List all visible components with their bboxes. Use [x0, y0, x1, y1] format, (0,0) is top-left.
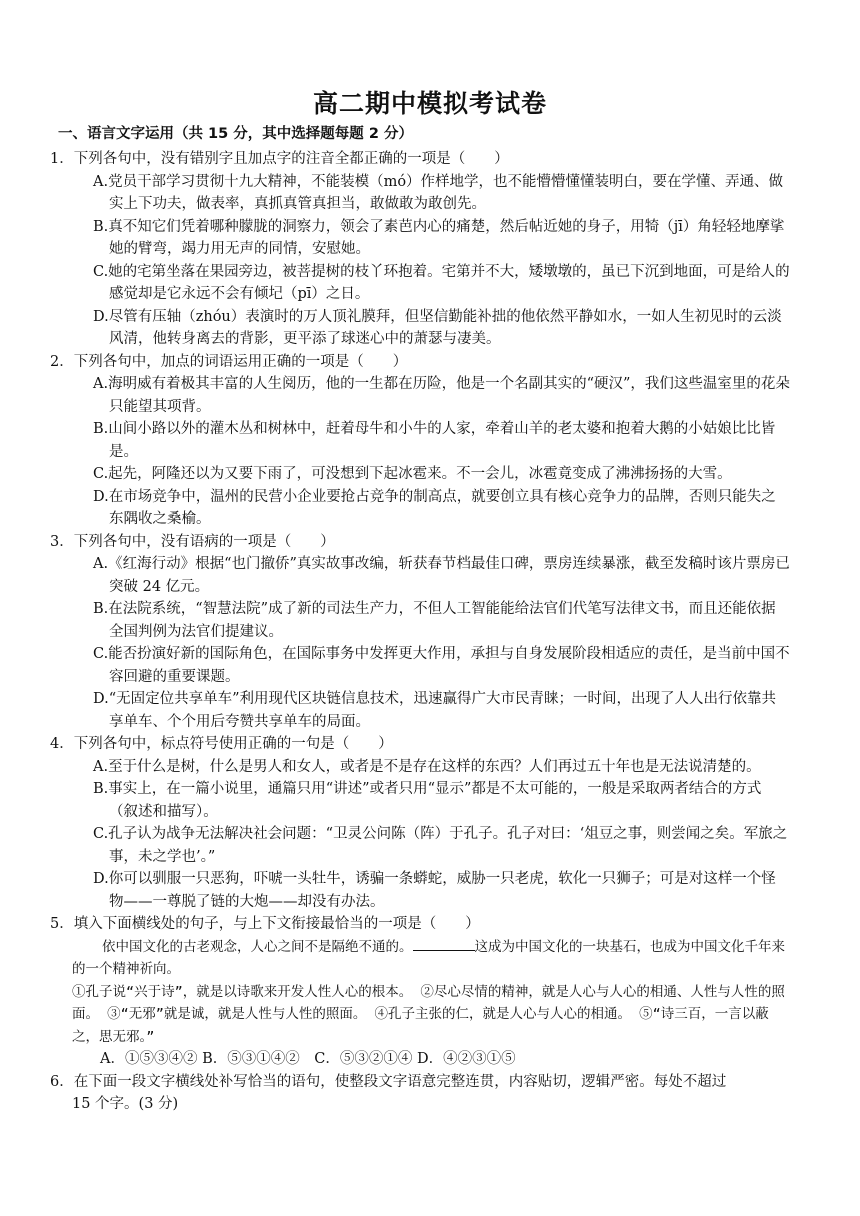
- passage-before: 依中国文化的古老观念，人心之间不是隔绝不通的。: [102, 938, 413, 955]
- question-4-option-c: C.孔子认为战争无法解决社会问题：“卫灵公问陈（阵）于孔子。孔子对曰：‘俎豆之事，则尝闻之矣。军旅之事，未之学也’。”: [93, 826, 788, 865]
- question-5-passage: [72, 936, 788, 981]
- question-1-option-d: D.尽管有压轴（zhóu）表演时的万人顶礼膜拜，但坚信勤能补拙的他依然平静如水，一如人生初见时的云淡风清，他转身离去的背影，更平添了球迷心中的萧瑟与凄美。: [93, 308, 782, 347]
- question-1-option-c: C.她的宅第坐落在果园旁边，被菩提树的枝丫环抱着。宅第并不大，矮墩墩的，虽已下沉到地面，可是给人的感觉却是它永远不会有倾圮（pī）之日。: [93, 263, 790, 302]
- passage-after: 这成为中国文化的一块基石，也成为中国文化千年来的一个精神祈向。: [72, 938, 785, 977]
- question-1-stem: 1．下列各句中，没有错别字且加点字的注音全都正确的一项是（ ）: [50, 151, 509, 167]
- section-heading: 一、语言文字运用（共 15 分，其中选择题每题 2 分）: [58, 126, 413, 142]
- question-5-choices: A．①⑤③④② B．⑤③①④② C．⑤③②①④ D．④②③①⑤: [100, 1051, 516, 1067]
- question-5-items: ①孔子说“兴于诗”，就是以诗歌来开发人性人心的根本。 ②尽心尽情的精神，就是人心与人心的相通、人性与人性的照面。 ③“无邪”就是诚，就是人性与人性的照面。 ④孔子主张的仁，就是人心与人心的相通。 ⑤“诗三百，一言以蔽之，思无邪。”: [72, 983, 785, 1045]
- question-1-option-a: A.党员干部学习贯彻十九大精神，不能装模（mó）作样地学，也不能懵懵懂懂装明白，要在学懂、弄通、做实上下功夫，做表率，真抓真管真担当，敢做敢为敢创先。: [93, 173, 784, 212]
- question-2-option-a: A.海明威有着极其丰富的人生阅历，他的一生都在历险，他是一个名副其实的“硬汉”，我们这些温室里的花朵只能望其项背。: [93, 376, 790, 415]
- question-1-option-b: B.真不知它们凭着哪种朦胧的洞察力，领会了素芭内心的痛楚，然后帖近她的身子，用犄（jī）角轻轻地摩挲她的臂弯，竭力用无声的同情，安慰她。: [93, 218, 785, 257]
- question-4-stem: 4．下列各句中，标点符号使用正确的一句是（ ）: [50, 736, 393, 752]
- page-title: 高二期中模拟考试卷: [312, 89, 547, 118]
- question-4-option-a: A.至于什么是树，什么是男人和女人，或者是不是存在这样的东西？人们再过五十年也是无法说清楚的。: [93, 758, 761, 775]
- question-3-option-c: C.能否扮演好新的国际角色，在国际事务中发挥更大作用，承担与自身发展阶段相适应的责任，是当前中国不容回避的重要课题。: [93, 646, 790, 685]
- question-4-option-b: B.事实上，在一篇小说里，通篇只用“讲述”或者只用“显示”都是不太可能的，一般是采取两者结合的方式（叙述和描写）。: [93, 781, 762, 820]
- question-3-stem: 3．下列各句中，没有语病的一项是（ ）: [50, 533, 335, 550]
- question-2-option-d: D.在市场竞争中，温州的民营小企业要抢占竞争的制高点，就要创立具有核心竞争力的品牌，否则只能失之东隅收之桑榆。: [93, 488, 776, 527]
- question-6-stem-cont: 15 个字。(3 分): [72, 1096, 179, 1112]
- question-4-option-d: D.你可以驯服一只恶狗，吓唬一头牡牛，诱骗一条蟒蛇，威胁一只老虎，软化一只狮子；可是对这样一个怪物——一尊脱了链的大炮——却没有办法。: [93, 871, 776, 910]
- question-list: [0, 148, 860, 1116]
- question-6-stem: 6．在下面一段文字横线处补写恰当的语句，使整段文字语意完整连贯，内容贴切，逻辑严密。每处不超过: [50, 1073, 727, 1090]
- question-3-option-a: A.《红海行动》根据“也门撤侨”真实故事改编，斩获春节档最佳口碑，票房连续暴涨，截至发稿时该片票房已突破 24 亿元。: [93, 556, 790, 595]
- question-2-option-b: B.山间小路以外的灌木丛和树林中，赶着母牛和小牛的人家，牵着山羊的老太婆和抱着大鹅的小姑娘比比皆是。: [93, 421, 776, 460]
- question-3-option-d: D.“无固定位共享单车”利用现代区块链信息技术，迅速赢得广大市民青睐；一时间，出现了人人出行依靠共享单车、个个用后夸赞共享单车的局面。: [93, 691, 777, 730]
- question-3-option-b: B.在法院系统，“智慧法院”成了新的司法生产力，不但人工智能能给法官们代笔写法律文书，而且还能依据全国判例为法官们提建议。: [93, 601, 776, 640]
- fill-blank: [413, 936, 475, 951]
- question-2-option-c: C.起先，阿隆还以为又要下雨了，可没想到下起冰雹来。不一会儿，冰雹竟变成了沸沸扬扬的大雪。: [93, 466, 732, 482]
- question-2-stem: 2．下列各句中，加点的词语运用正确的一项是（ ）: [50, 353, 408, 370]
- question-5-stem: 5．填入下面横线处的句子，与上下文衔接最恰当的一项是（ ）: [50, 916, 480, 932]
